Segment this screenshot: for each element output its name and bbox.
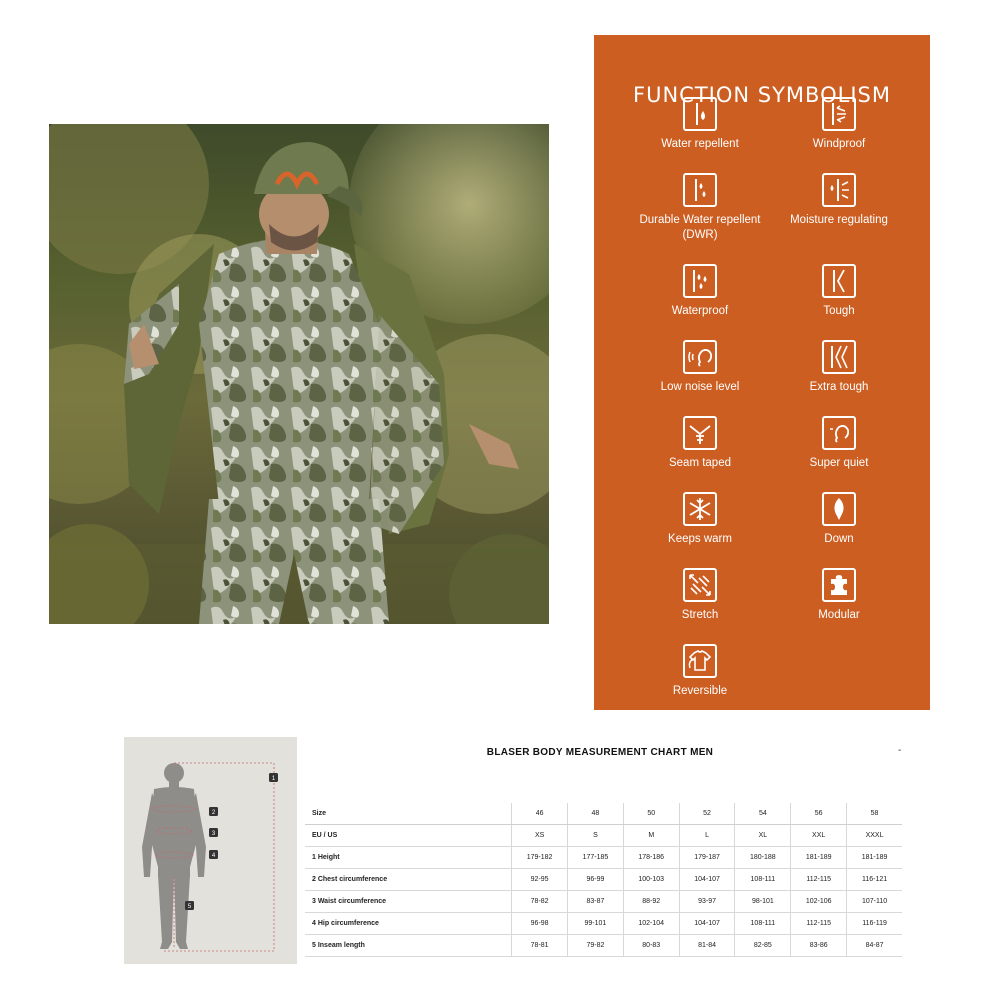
table-cell: 96-99 bbox=[568, 869, 624, 891]
function-symbolism-panel bbox=[594, 35, 930, 710]
table-cell: 78-81 bbox=[512, 935, 568, 957]
symbol-dwr bbox=[625, 173, 775, 243]
table-cell: 88-92 bbox=[623, 891, 679, 913]
chart-title: BLASER BODY MEASUREMENT CHART MEN bbox=[486, 747, 714, 758]
super-quiet-icon bbox=[822, 416, 856, 450]
table-cell: 180-188 bbox=[735, 847, 791, 869]
row-label: 3 Waist circumference bbox=[305, 891, 512, 913]
low-noise-icon bbox=[683, 340, 717, 374]
table-row bbox=[305, 847, 902, 869]
symbol-moisture-regulating bbox=[764, 173, 914, 228]
extra-tough-icon bbox=[822, 340, 856, 374]
symbol-label: Stretch bbox=[681, 609, 719, 621]
figure-marker-1: 1 bbox=[271, 776, 276, 782]
table-cell: 83-86 bbox=[791, 935, 847, 957]
reversible-shirt-icon bbox=[683, 644, 717, 678]
chart-dash: - bbox=[898, 745, 902, 756]
table-cell: 108-111 bbox=[735, 913, 791, 935]
table-cell: XXL bbox=[791, 825, 847, 847]
row-label: Size bbox=[305, 803, 512, 825]
moisture-regulating-icon bbox=[822, 173, 856, 207]
table-cell: 98-101 bbox=[735, 891, 791, 913]
water-repellent-icon bbox=[683, 97, 717, 131]
symbol-label: Extra tough bbox=[809, 381, 869, 393]
table-cell: 104-107 bbox=[679, 869, 735, 891]
symbol-label: Durable Water repellent (DWR) bbox=[639, 214, 761, 241]
stretch-icon bbox=[683, 568, 717, 602]
symbol-label: Down bbox=[824, 533, 854, 545]
table-cell: 78-82 bbox=[512, 891, 568, 913]
row-label: 1 Height bbox=[305, 847, 512, 869]
row-label: 5 Inseam length bbox=[305, 935, 512, 957]
table-row bbox=[305, 913, 902, 935]
symbol-low-noise bbox=[625, 340, 775, 395]
table-cell: 107-110 bbox=[847, 891, 902, 913]
table-cell: 102-106 bbox=[791, 891, 847, 913]
table-cell: 112-115 bbox=[791, 869, 847, 891]
symbol-label: Reversible bbox=[672, 685, 728, 697]
symbol-label: Seam taped bbox=[668, 457, 731, 469]
table-cell: XS bbox=[512, 825, 568, 847]
row-label: 2 Chest circumference bbox=[305, 869, 512, 891]
table-cell: 99-101 bbox=[568, 913, 624, 935]
hunter-photo bbox=[49, 124, 549, 624]
body-figure-diagram bbox=[124, 737, 297, 964]
panel-title: FUNCTION SYMBOLISM bbox=[633, 83, 891, 107]
symbol-label: Waterproof bbox=[671, 305, 729, 317]
row-label: 4 Hip circumference bbox=[305, 913, 512, 935]
table-cell: 177-185 bbox=[568, 847, 624, 869]
symbol-waterproof bbox=[625, 264, 775, 319]
table-cell: XL bbox=[735, 825, 791, 847]
symbol-label: Keeps warm bbox=[668, 533, 732, 545]
table-cell: S bbox=[568, 825, 624, 847]
table-cell: 83-87 bbox=[568, 891, 624, 913]
table-row bbox=[305, 869, 902, 891]
table-row bbox=[305, 935, 902, 957]
symbol-seam-taped bbox=[625, 416, 775, 471]
symbol-windproof bbox=[764, 97, 914, 152]
table-cell: M bbox=[623, 825, 679, 847]
symbol-water-repellent bbox=[625, 97, 775, 152]
symbol-label: Low noise level bbox=[660, 381, 740, 393]
symbol-keeps-warm bbox=[625, 492, 775, 547]
table-cell: 84-87 bbox=[847, 935, 902, 957]
size-table-body bbox=[305, 803, 902, 957]
row-label: EU / US bbox=[305, 825, 512, 847]
symbol-tough bbox=[764, 264, 914, 319]
table-cell: L bbox=[679, 825, 735, 847]
symbol-label: Tough bbox=[823, 305, 855, 317]
dwr-icon bbox=[683, 173, 717, 207]
puzzle-icon bbox=[822, 568, 856, 602]
symbol-label: Moisture regulating bbox=[790, 214, 888, 226]
table-row bbox=[305, 825, 902, 847]
waterproof-icon bbox=[683, 264, 717, 298]
table-cell: 54 bbox=[735, 803, 791, 825]
table-cell: 181-189 bbox=[847, 847, 902, 869]
snowflake-icon bbox=[683, 492, 717, 526]
tough-icon bbox=[822, 264, 856, 298]
table-cell: 80-83 bbox=[623, 935, 679, 957]
table-cell: 116-121 bbox=[847, 869, 902, 891]
table-cell: 46 bbox=[512, 803, 568, 825]
table-cell: 179-187 bbox=[679, 847, 735, 869]
table-cell: 178-186 bbox=[623, 847, 679, 869]
table-cell: 79-82 bbox=[568, 935, 624, 957]
table-cell: 108-111 bbox=[735, 869, 791, 891]
table-cell: 116-119 bbox=[847, 913, 902, 935]
windproof-icon bbox=[822, 97, 856, 131]
feather-icon bbox=[822, 492, 856, 526]
table-cell: 104-107 bbox=[679, 913, 735, 935]
table-cell: 96-98 bbox=[512, 913, 568, 935]
symbol-down bbox=[764, 492, 914, 547]
table-cell: 81-84 bbox=[679, 935, 735, 957]
figure-marker-3: 3 bbox=[211, 831, 216, 837]
table-cell: 100-103 bbox=[623, 869, 679, 891]
body-silhouette-icon bbox=[124, 737, 297, 964]
symbol-label: Modular bbox=[818, 609, 860, 621]
table-cell: 92-95 bbox=[512, 869, 568, 891]
table-cell: 179-182 bbox=[512, 847, 568, 869]
table-cell: 93-97 bbox=[679, 891, 735, 913]
table-cell: 56 bbox=[791, 803, 847, 825]
symbol-reversible bbox=[625, 644, 775, 699]
symbol-modular bbox=[764, 568, 914, 623]
symbol-label: Water repellent bbox=[661, 138, 739, 150]
symbol-stretch bbox=[625, 568, 775, 623]
symbol-super-quiet bbox=[764, 416, 914, 471]
symbol-label: Super quiet bbox=[809, 457, 869, 469]
figure-marker-2: 2 bbox=[211, 810, 216, 816]
table-cell: 181-189 bbox=[791, 847, 847, 869]
table-cell: 48 bbox=[568, 803, 624, 825]
seam-taped-icon bbox=[683, 416, 717, 450]
symbol-extra-tough bbox=[764, 340, 914, 395]
table-cell: 82-85 bbox=[735, 935, 791, 957]
table-cell: 58 bbox=[847, 803, 902, 825]
table-cell: 102-104 bbox=[623, 913, 679, 935]
table-cell: 50 bbox=[623, 803, 679, 825]
figure-marker-5: 5 bbox=[187, 904, 192, 910]
figure-marker-4: 4 bbox=[211, 853, 216, 859]
size-table bbox=[305, 803, 902, 957]
photo-illustration bbox=[49, 124, 549, 624]
table-row bbox=[305, 891, 902, 913]
table-cell: XXXL bbox=[847, 825, 902, 847]
symbol-label: Windproof bbox=[812, 138, 866, 150]
table-cell: 52 bbox=[679, 803, 735, 825]
table-row bbox=[305, 803, 902, 825]
table-cell: 112-115 bbox=[791, 913, 847, 935]
